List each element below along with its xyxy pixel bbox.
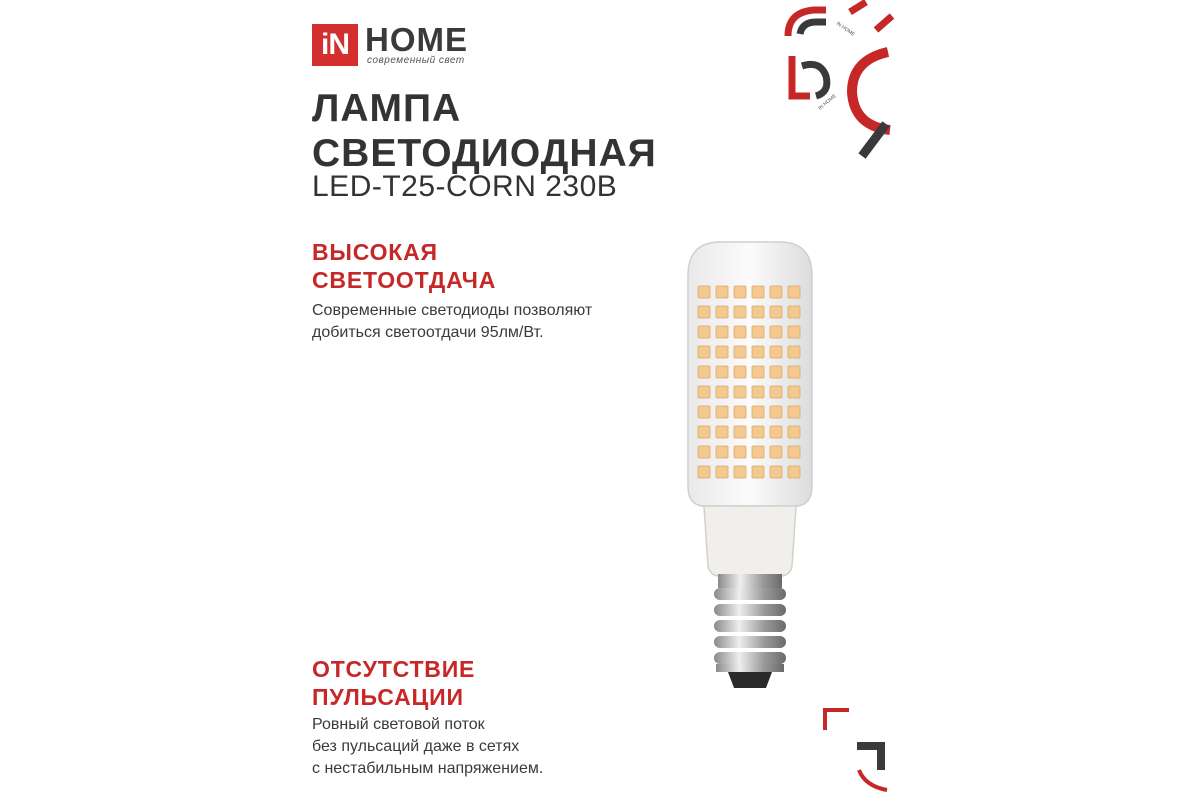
led-chip [716,466,728,478]
led-chip [788,306,800,318]
dark-arc [800,22,826,34]
led-chip [770,306,782,318]
led-chip [698,326,710,338]
led-chip [734,446,746,458]
title-line-1: ЛАМПА [312,87,462,130]
led-chip [716,426,728,438]
dark-curve [802,64,827,96]
led-chip [716,326,728,338]
led-chip [770,386,782,398]
led-chip [716,366,728,378]
dark-corner [857,746,881,770]
feature-text-line: Ровный световой поток [312,716,485,733]
feature-heading-line: ПУЛЬСАЦИИ [312,684,464,710]
led-chip [752,366,764,378]
led-chip [770,326,782,338]
led-chip [698,346,710,358]
led-chip [734,426,746,438]
red-stripe [850,2,866,12]
led-chip [770,346,782,358]
led-chip [770,446,782,458]
led-chip [698,386,710,398]
led-chip [788,426,800,438]
product-title [312,86,657,176]
feature-heading-line: ОТСУТСТВИЕ [312,656,476,682]
led-corn-bulb-image [680,236,820,696]
led-chip [734,326,746,338]
led-chip [788,366,800,378]
led-chip [734,466,746,478]
led-chip [752,326,764,338]
feature-heading-line: СВЕТООТДАЧА [312,267,497,293]
led-chip [788,346,800,358]
led-chip [770,466,782,478]
feature-text-no-flicker [312,714,543,780]
led-chip [752,306,764,318]
led-chip [716,386,728,398]
feature-heading-efficiency [312,238,496,294]
feature-text-efficiency [312,300,592,344]
logo-mark: iN [312,24,358,66]
led-chip [770,366,782,378]
led-chip [752,446,764,458]
led-chip [788,326,800,338]
title-line-2: СВЕТОДИОДНАЯ [312,132,657,175]
led-chip [770,426,782,438]
led-chip [698,426,710,438]
led-chip [698,446,710,458]
feature-text-line: Современные светодиоды позволяют [312,302,593,319]
led-chip [734,406,746,418]
red-big-arc [852,52,890,130]
led-chip [698,306,710,318]
led-chip [698,466,710,478]
led-chip [752,406,764,418]
feature-heading-no-flicker [312,655,475,711]
decor-stripe-text: IN HOME [834,20,856,38]
screw-collar [718,574,782,588]
led-chip [788,406,800,418]
led-chip [734,366,746,378]
feature-heading-line: ВЫСОКАЯ [312,239,438,265]
led-chip [752,286,764,298]
led-chip [752,346,764,358]
led-chip [788,386,800,398]
red-stripe [876,16,892,30]
led-chip [788,286,800,298]
ceramic-base [704,506,796,576]
led-chip [698,366,710,378]
screw-threads [714,588,786,672]
led-chip [716,306,728,318]
led-chip [716,286,728,298]
led-chip [716,406,728,418]
led-chip [752,386,764,398]
led-chip [734,346,746,358]
decor-stripe-text: IN HOME [817,93,838,112]
red-corner [825,710,849,730]
base-contact [728,672,772,688]
led-chip [770,406,782,418]
logo-name: HOME [365,21,468,58]
led-chip [752,466,764,478]
led-chip [716,446,728,458]
led-chip [770,286,782,298]
led-chip [716,346,728,358]
led-chip [734,286,746,298]
led-chip [788,466,800,478]
product-model: LED-T25-CORN 230В [312,170,618,203]
led-chip [698,286,710,298]
led-chip [734,386,746,398]
logo-tagline: современный свет [367,55,465,66]
feature-text-line: без пульсаций даже в сетях [312,738,520,755]
led-chip [734,306,746,318]
led-chip [752,426,764,438]
decorative-shapes-bottom [815,700,895,800]
led-chip [698,406,710,418]
decorative-shapes-top [780,0,900,170]
feature-text-line: добиться светоотдачи 95лм/Вт. [312,324,544,341]
feature-text-line: с нестабильным напряжением. [312,760,544,777]
red-curve [859,770,887,790]
led-chip [788,446,800,458]
